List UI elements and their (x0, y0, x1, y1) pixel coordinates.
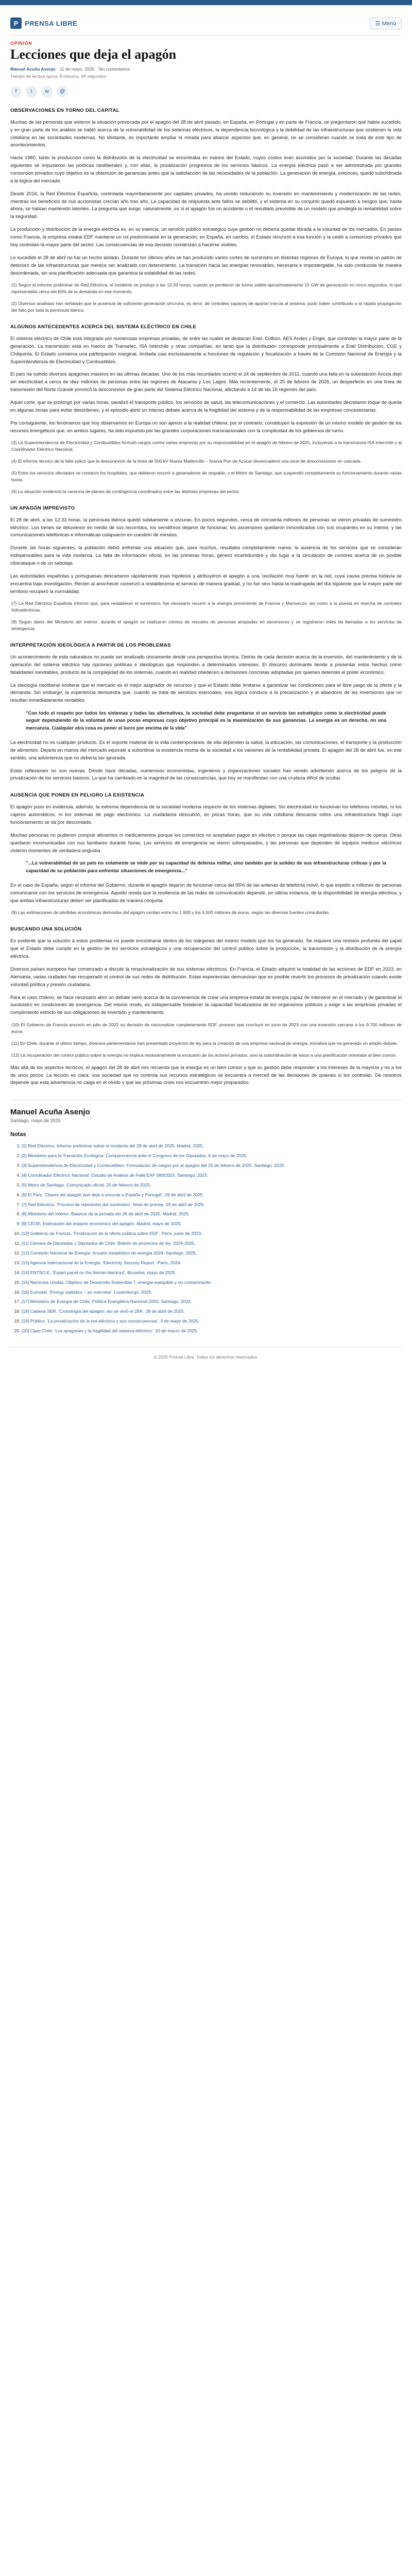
reference-link[interactable]: [18] Cadena SER. 'Cronología del apagón: así se vivió el 28A'. 28 de abril de 2025. (22, 1309, 185, 1314)
reference-link[interactable]: [10] Gobierno de Francia. 'Finalización de la oferta pública sobre EDF'. París, junio de 2023. (22, 1231, 202, 1236)
author-name[interactable]: Manuel Acuña Asenjo (10, 1108, 90, 1117)
footnote: (7) La Red Eléctrica Española informó que, para restablecer el suministro, fue necesario recurrir a la energía proveniente de Francia y Marruecos, así como a la puesta en marcha de centrales hidroeléctricas. (11, 601, 402, 613)
reference-link[interactable]: [11] Cámara de Diputadas y Diputados de Chile. Boletín de proyectos de ley, 2024-2025. (22, 1241, 196, 1246)
main-container (10, 5, 402, 1375)
paragraph: Desde 2016, la Red Eléctrica Española, controlada mayoritariamente por capitales privados, ha venido reduciendo su inversión en mantenimiento y modernización de las redes, mientras los beneficios de sus accionistas crecían año tras año. La capacidad de respuesta ante fallos se debilitó, y el sistema en su conjunto quedó expuesto a riesgos que, hasta ahora, se habían mantenido latentes. La pregunta que surge, naturalmente, es si el apagón fue un accidente o el resultado previsible de un modelo que privilegia la rentabilidad sobre la seguridad. (10, 190, 402, 219)
footnote: (3) La Superintendencia de Electricidad y Combustibles formuló cargos contra varias empresas por su responsabilidad en el apagón de febrero de 2025, incluyendo a la transmisora ISA Interchile y al Coordinador Eléctrico Nacional. (11, 440, 402, 452)
section-heading: UN APAGÓN IMPREVISTO (10, 505, 75, 511)
author-box (10, 1100, 402, 1123)
author-link[interactable]: Manuel Acuña Asenjo (10, 66, 56, 72)
reference-item (22, 1328, 402, 1334)
reference-item (22, 1153, 402, 1159)
reference-item (22, 1308, 402, 1315)
site-logo[interactable] (10, 18, 77, 29)
paragraph: La producción y distribución de la energía eléctrica es, en su esencia, un servicio público estratégico cuya gestión no debería quedar librada a la voluntad de los mercados. En países como Francia, la empresa estatal EDF mantiene un rol predominante en la generación; en España, en cambio, el Estado renunció a esa función y la cedió a consorcios privados que hoy controlan la mayor parte del sector. Las consecuencias de esa decisión comienzan a hacerse visibles. (10, 226, 402, 247)
site-footer: © 2025 Prensa Libre. Todos los derechos reservados. (10, 1347, 402, 1375)
logo-text: PRENSA LIBRE (25, 19, 78, 27)
reference-link[interactable]: [15] Naciones Unidas. Objetivo de Desarrollo Sostenible 7: energía asequible y no contaminante. (22, 1279, 212, 1285)
reference-item (22, 1192, 402, 1198)
paragraph: El 28 de abril, a las 12:33 horas, la península ibérica quedó súbitamente a oscuras. En pocos segundos, cerca de cincuenta millones de personas se vieron privadas de suministro eléctrico. Los trenes se detuvieron en medio de sus recorridos, los semáforos dejaron de funcionar, los ascensores quedaron inmovilizados con sus ocupantes en su interior, y las comunicaciones telefónicas e informáticas colapsaron en cuestión de minutos. (10, 516, 402, 538)
reference-link[interactable]: [13] Agencia Internacional de la Energía. 'Electricity Security Report'. París, 2024. (22, 1260, 181, 1265)
share-bar (10, 86, 402, 97)
paragraph: El sistema eléctrico de Chile está integrado por numerosas empresas privadas, de entre las cuales se destacan Enel, Colbún, AES Andes y Engie, que controlan la mayor parte de la generación. La transmisión está en manos de Transelec, ISA Interchile y otras compañías, en tanto que la distribución corresponde principalmente a Enel Distribución, CGE y Chilquinta. El Estado conserva una participación marginal, limitada casi exclusivamente a funciones de regulación y fiscalización a través de la Comisión Nacional de Energía y la Superintendencia de Electricidad y Combustibles. (10, 335, 402, 364)
reference-item (22, 1211, 402, 1217)
references-list (10, 1143, 402, 1334)
article-title: Lecciones que deja el apagón (10, 47, 177, 62)
footnote: (4) El informe técnico de la falla indicó que la desconexión de la línea de 500 kV Nueva Maitencillo – Nueva Pan de Azúcar desencadenó una serie de desconexiones en cascada. (11, 459, 362, 464)
paragraph: Aquel corte, que se prolongó por varias horas, paralizó el transporte público, los servicios de salud, las telecomunicaciones y el comercio. Las autoridades decretaron toque de queda en algunas zonas para evitar desórdenes, y el episodio abrió un intenso debate acerca de la fragilidad del sistema y de la responsabilidad de las empresas concesionarias. (10, 399, 402, 413)
reference-link[interactable]: [2] Ministerio para la Transición Ecológica. Comparecencia ante el Congreso de los Diputados, 6 de mayo de 2025. (22, 1153, 248, 1159)
reference-item (22, 1221, 402, 1227)
reference-link[interactable]: [19] Público. 'La privatización de la red eléctrica y sus consecuencias'. 3 de mayo de 2025. (22, 1318, 200, 1324)
author-role: Santiago, mayo de 2025 (10, 1118, 61, 1124)
whatsapp-icon[interactable]: w (41, 86, 53, 97)
section-heading: AUSENCIA QUE PONEN EN PELIGRO LA EXISTENCIA (10, 792, 145, 799)
paragraph: Hacia 1980, tanto la producción como la distribución de la electricidad se encontraba en manos del Estado, cuyos costos eran asumidos por la sociedad. Durante las décadas siguientes se impusieron las políticas neoliberales y, con ellas, la privatización progresiva de los servicios básicos. La energía eléctrica pasó a ser administrada por grandes consorcios privados cuyo objetivo es la obtención de ganancias antes que la satisfacción de las necesidades de la población. La generación de energía, entonces, quedó subordinada a la lógica del mercado. (10, 155, 402, 183)
reference-link[interactable]: [16] Eurostat. 'Energy statistics – an overview'. Luxemburgo, 2025. (22, 1289, 152, 1295)
pull-quote: "Con todo el respeto por todos los sistemas y todas las alternativas, la sociedad debe preguntarse si un servicio tan estratégico como la electricidad puede seguir dependiendo de la voluntad de unas pocas empresas cuyo objetivo principal es la maximización de sus ganancias. La energía es un derecho, no una mercancía. Cualquier otra cosa es poner el lucro por encima de la vida" (26, 710, 386, 731)
reference-link[interactable]: [4] Coordinador Eléctrico Nacional. Estudio de Análisis de Falla EAF 089/2025. Santiago, 2025. (22, 1172, 209, 1178)
article-category[interactable]: OPINIÓN (10, 41, 32, 46)
footnote: (11) En Chile, durante el último tiempo, diversos parlamentarios han presentado proyectos de ley para la creación de una empresa nacional de energía, iniciativa que ha generado un amplio debate. (11, 1040, 398, 1046)
footnote: (1) Según el informe preliminar de Red Eléctrica, el incidente se produjo a las 12:33 horas, cuando se perdieron de forma súbita aproximadamente 15 GW de generación en cinco segundos, lo que representaba cerca del 60% de la demanda en ese momento. (11, 282, 402, 295)
section-heading: BUSCANDO UNA SOLUCIÓN (10, 926, 82, 933)
reference-item (22, 1260, 402, 1266)
reference-link[interactable]: [20] Ciper Chile. 'Los apagones y la fragilidad del sistema eléctrico'. 10 de marzo de 2025. (22, 1328, 198, 1334)
paragraph: La electricidad no es cualquier producto. Es el soporte material de la vida contemporánea: de ella dependen la salud, la educación, las comunicaciones, el transporte y la producción de alimentos. Dejarla en manos del mercado equivale a subordinar la existencia misma de la sociedad a los vaivenes de la rentabilidad privada. El apagón del 28 de abril fue, en ese sentido, una advertencia que no debería ser ignorada. (10, 739, 402, 760)
paragraph: Muchas de las personas que vivieron la situación provocada por el apagón del 28 de abril pasado, en España, en Portugal y en parte de Francia, se preguntaron qué había sucedido, y en gran parte de los análisis se habló acerca de la vulnerabilidad de los sistemas eléctricos, la dependencia tecnológica y la debilidad de las infraestructuras que sostienen la vida cotidiana en las sociedades modernas. No obstante, es importante ampliar la mirada para abarcar aspectos que, en general, no se consideran cuando se trata de este tipo de acontecimientos. (10, 118, 402, 148)
reference-link[interactable]: [6] El País. 'Claves del apagón que dejó a oscuras a España y Portugal'. 29 de abril de 2025. (22, 1192, 204, 1197)
reference-item (22, 1201, 402, 1208)
paragraph: Estas reflexiones no son nuevas. Desde hace décadas, numerosos economistas, ingenieros y organizaciones sociales han venido advirtiendo acerca de los peligros de la privatización de los servicios básicos. Lo que ha cambiado es la magnitud de las consecuencias, que hoy se manifiestan con una crudeza difícil de ocultar. (10, 767, 402, 781)
mail-icon[interactable]: @ (57, 86, 68, 97)
menu-button[interactable]: ☰ Menú (370, 18, 402, 29)
section-heading: ALGUNOS ANTECEDENTES ACERCA DEL SISTEMA ELÉCTRICO EN CHILE (10, 324, 197, 330)
reference-link[interactable]: [5] Metro de Santiago. Comunicado oficial, 25 de febrero de 2025. (22, 1182, 151, 1188)
paragraph: Para el caso chileno, se hace necesario abrir un debate serio acerca de la conveniencia de crear una empresa estatal de energía capaz de intervenir en el mercado y de garantizar el suministro en condiciones de emergencia. Del mismo modo, es indispensable fortalecer la capacidad fiscalizadora de los organismos públicos y exigir a las empresas privadas el cumplimiento estricto de sus obligaciones de inversión y mantenimiento. (10, 994, 402, 1015)
paragraph: Muchas personas no pudieron comprar alimentos ni medicamentos porque los comercios no aceptaban pagos en efectivo o porque las cajas registradoras dejaron de operar. Otras quedaron incomunicadas con sus familiares durante horas. Los servicios de emergencia se vieron sobrepasados, y las personas que dependen de equipos médicos eléctricos vivieron momentos de verdadera angustia. (10, 832, 402, 853)
paragraph: Durante las horas siguientes, la población debió enfrentar una situación que, para muchos, resultaba completamente nueva: la ausencia de los servicios que se consideran indispensables para la vida moderna. La falta de información oficial, en las primeras horas, generó incertidumbre y dio lugar a la circulación de rumores acerca de un posible ciberataque o de un sabotaje. (10, 545, 402, 566)
reference-item (22, 1182, 402, 1189)
reference-link[interactable]: [8] Ministerio del Interior. Balance de la jornada del 28 de abril de 2025. Madrid, 2025. (22, 1211, 190, 1217)
reference-item (22, 1269, 402, 1276)
reference-item (22, 1318, 402, 1325)
footnote: (10) El Gobierno de Francia anunció en julio de 2022 su decisión de nacionalizar completamente EDF, proceso que concluyó en junio de 2023 con una inversión cercana a los 9.700 millones de euros. (11, 1022, 402, 1034)
highlight-quote: "...La vulnerabilidad de un país no solamente se mide por su capacidad de defensa militar, sino también por la solidez de sus infraestructuras críticas y por la capacidad de su población para enfrentar situaciones de emergencia..." (26, 860, 386, 873)
paragraph: Es evidente que la solución a estos problemas no puede encontrarse dentro de los márgenes del mismo modelo que los ha generado. Se requiere una revisión profunda del papel que el Estado debe cumplir en la gestión de los servicios estratégicos y una recuperación del control público sobre la producción, la transmisión y la distribución de la energía eléctrica. (10, 938, 402, 959)
paragraph: El apagón puso en evidencia, además, la extrema dependencia de la sociedad moderna respecto de los sistemas digitales. Sin electricidad no funcionan los teléfonos móviles, ni los cajeros automáticos, ni los sistemas de pago electrónico. La ciudadanía descubrió, en pocas horas, que su vida cotidiana descansa sobre una infraestructura frágil cuyo funcionamiento se da por descontado. (10, 804, 402, 825)
reference-item (22, 1250, 402, 1257)
footnote: (12) La recuperación del control público sobre la energía no implica necesariamente la exclusión de los actores privados, sino la subordinación de estos a una planificación orientada al bien común. (11, 1052, 397, 1058)
reference-link[interactable]: [9] CEOE. Estimación del impacto económico del apagón. Madrid, mayo de 2025. (22, 1221, 182, 1227)
section-heading: OBSERVACIONES EN TORNO DEL CAPITAL (10, 107, 119, 113)
paragraph: Por consiguiente, los fenómenos que hoy observamos en Europa no son ajenos a la realidad chilena; por el contrario, constituyen la expresión de un mismo modelo de gestión de los recursos energéticos que, en ambos lugares, ha sido impuesto por las grandes corporaciones transnacionales con la complicidad de los gobiernos de turno. (10, 419, 402, 433)
reference-link[interactable]: [17] Ministerio de Energía de Chile. Política Energética Nacional 2050. Santiago, 2022. (22, 1299, 192, 1304)
paragraph: Las autoridades españolas y portuguesas descartaron rápidamente esas hipótesis y atribuyeron el apagón a una 'oscilación muy fuerte' en la red, cuya causa precisa todavía se encuentra bajo investigación. Recién al anochecer comenzó a restablecerse el servicio de manera gradual, y no fue sino hasta la madrugada del día siguiente que la mayor parte del territorio recuperó la normalidad. (10, 572, 402, 594)
paragraph: Diversos países europeos han comenzado a discutir la renacionalización de sus sistemas eléctricos. En Francia, el Estado adquirió la totalidad de las acciones de EDF en 2023; en Alemania, varias ciudades han recuperado el control de sus redes de distribución. Estas experiencias demuestran que es posible revertir los procesos de privatización cuando existe voluntad política y presión ciudadana. (10, 965, 402, 987)
paragraph: Un acontecimiento de esta naturaleza no puede ser analizado únicamente desde una perspectiva técnica. Detrás de cada decisión acerca de la inversión, del mantenimiento y de la operación del sistema eléctrico hay opciones políticas e ideológicas que responden a determinados intereses. El discurso dominante tiende a presentar estos hechos como fatalidades inevitables, producto de la complejidad de los sistemas, cuando en realidad obedecen a decisiones concretas adoptadas por quienes detentan el poder económico. (10, 654, 402, 675)
reference-link[interactable]: [1] Red Eléctrica. Informe preliminar sobre el incidente del 28 de abril de 2025. Madrid, 2025. (22, 1143, 204, 1149)
read-time: Tiempo de lectura aprox: 8 minutos, 48 segundos (10, 73, 107, 79)
logo-icon: P (10, 18, 22, 29)
section-heading: INTERPRETACIÓN IDEOLÓGICA A PARTIR DE LOS PROBLEMAS (10, 642, 171, 649)
top-bar (0, 0, 412, 5)
footnote: (9) Las estimaciones de pérdidas económicas derivadas del apagón oscilan entre los 1.600 y los 4.500 millones de euros, según las diversas fuentes consultadas. (11, 910, 330, 916)
footnote: (8) Según datos del Ministerio del Interior, durante el apagón se realizaron cientos de rescates de personas atrapadas en ascensores y se registraron miles de llamadas a los servicios de emergencia. (11, 619, 402, 632)
twitter-icon[interactable]: t (26, 86, 37, 97)
article-body (10, 108, 402, 1087)
reference-item (22, 1172, 402, 1179)
reference-item (22, 1279, 402, 1286)
reference-item (22, 1298, 402, 1305)
paragraph: En el caso de España, según el informe del Gobierno, durante el apagón dejaron de funcionar cerca del 95% de las antenas de telefonía móvil, lo que impidió a millones de personas comunicarse con los servicios de emergencia. Aquello revela que la resiliencia de las redes de comunicación depende, en última instancia, de la disponibilidad de energía eléctrica, y que ambas infraestructuras deben ser planificadas de manera conjunta. (10, 882, 402, 903)
reference-link[interactable]: [12] Comisión Nacional de Energía. Anuario estadístico de energía 2024. Santiago, 2025. (22, 1250, 197, 1256)
facebook-icon[interactable]: f (10, 86, 22, 97)
reference-item (22, 1162, 402, 1169)
paragraph: Lo sucedido el 28 de abril no fue un hecho aislado. Durante los últimos años se han producido varios cortes de suministro en distintas regiones de Europa, lo que revela un patrón de deterioro de las infraestructuras que merece ser analizado con detenimiento. La transición hacia las energías renovables, necesaria e impostergable, ha sido conducida de manera desordenada, sin una planificación adecuada que garantice la estabilidad de las redes. (10, 254, 402, 276)
footnote: (6) La situación evidenció la carencia de planes de contingencia coordinados entre las distintas empresas del sector. (11, 488, 240, 494)
reference-item (22, 1240, 402, 1247)
comments-count[interactable]: Sin comentarios (98, 66, 130, 72)
footnote: (5) Entre los servicios afectados se contaron los hospitales, que debieron recurrir a generadores de respaldo, y el Metro de Santiago, que suspendió completamente su funcionamiento durante varias horas. (11, 470, 402, 482)
references-title: Notas (10, 1131, 26, 1138)
reference-item (22, 1289, 402, 1296)
publish-date: 11 de mayo, 2025 (59, 66, 95, 72)
byline (10, 66, 402, 72)
reference-item (22, 1143, 402, 1149)
site-header (10, 11, 402, 36)
reference-link[interactable]: [7] Red Eléctrica. 'Proceso de reposición del suministro'. Nota de prensa, 29 de abril de 2025. (22, 1201, 205, 1207)
reference-link[interactable]: [3] Superintendencia de Electricidad y Combustibles. Formulación de cargos por el apagón del 25 de febrero de 2025. Santiago, 2025. (22, 1163, 285, 1168)
footnote: (2) Diversos analistas han señalado que la ausencia de suficiente generación síncrona, es decir, de centrales capaces de aportar inercia al sistema, pudo haber contribuido a la rápida propagación del fallo por toda la península ibérica. (11, 301, 402, 313)
paragraph: El país ha sufrido diversos apagones masivos en las últimas décadas. Uno de los más recordados ocurrió el 24 de septiembre de 2011, cuando una falla en la subestación Ancoa dejó sin electricidad a cerca de diez millones de personas entre las regiones de Atacama y Los Lagos. Más recientemente, el 25 de febrero de 2025, un desperfecto en una línea de transmisión del Norte Grande provocó la desconexión de gran parte del Sistema Eléctrico Nacional, afectando a 14 de las 16 regiones del país. (10, 371, 402, 393)
reference-item (22, 1230, 402, 1237)
paragraph: La ideología neoliberal sostiene que el mercado es el mejor asignador de recursos y que el Estado debe limitarse a garantizar las condiciones para el libre juego de la oferta y la demanda. Sin embargo, la experiencia demuestra que, cuando se trata de servicios esenciales, esa lógica conduce a la precarización y al abandono de las inversiones que no resultan inmediatamente rentables. (10, 682, 402, 703)
reference-link[interactable]: [14] ENTSO-E. 'Expert panel on the Iberian blackout'. Bruselas, mayo de 2025. (22, 1269, 177, 1275)
closing-paragraph: Más allá de los aspectos técnicos, el apagón del 28 de abril nos recuerda que la energía es un bien común y que su gestión debe responder a los intereses de la mayoría y no a los de unos pocos. La lección es clara: una sociedad que no controla sus recursos estratégicos se encuentra a merced de las decisiones de quienes sí los controlan. De nosotros depende que esta advertencia no caiga en el olvido y que las próximas crisis nos encuentren mejor preparados. (10, 1064, 402, 1086)
